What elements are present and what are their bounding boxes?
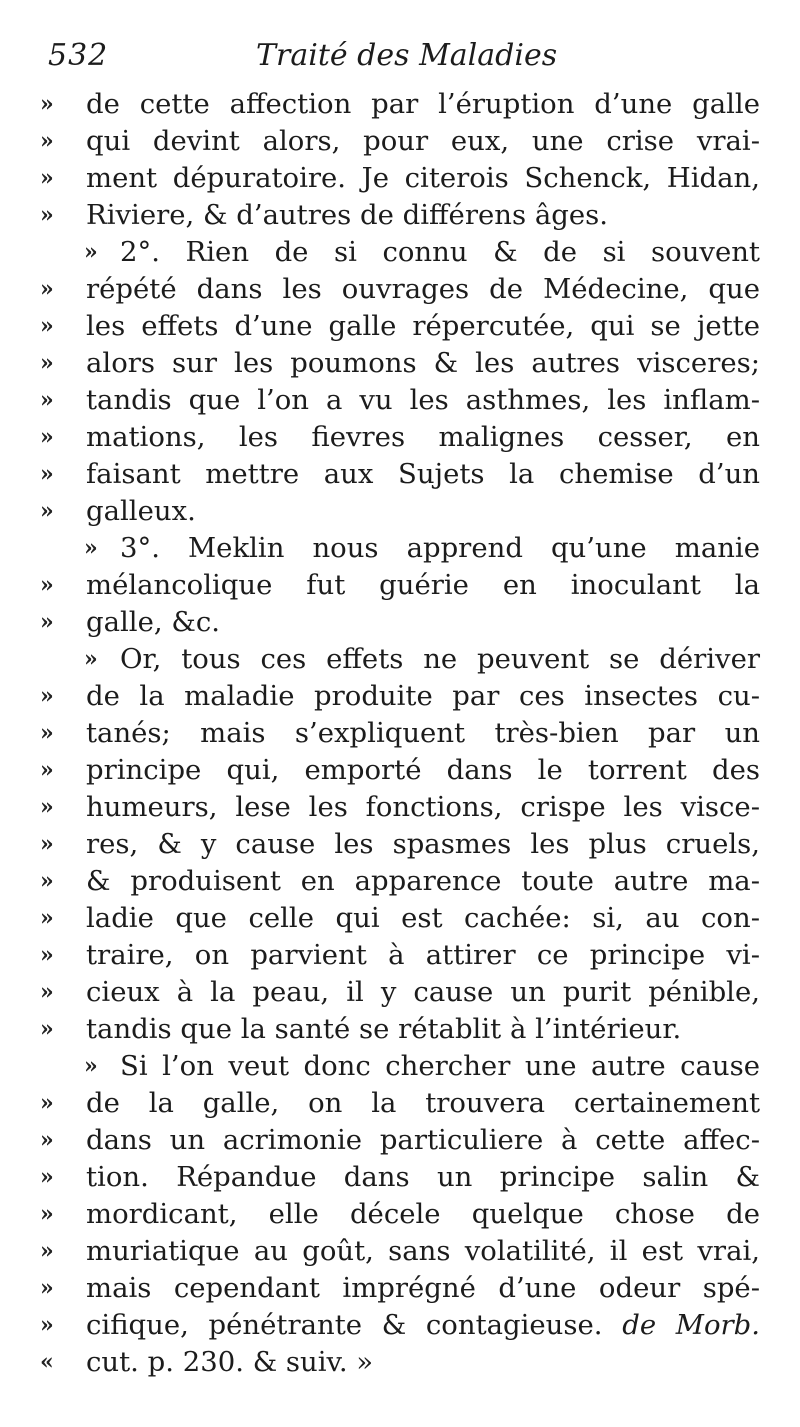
quote-mark: »: [40, 461, 54, 487]
line-text: mations, les fievres malignes cesser, en: [86, 421, 760, 453]
text-line: [40, 752, 760, 789]
text-line: [40, 1270, 760, 1307]
line-text: de la galle, on la trouvera certainement: [86, 1087, 760, 1119]
quote-mark: »: [40, 942, 54, 968]
quote-mark: »: [40, 313, 54, 339]
text-line: [40, 86, 760, 123]
body-text: [40, 86, 760, 1381]
line-text: galle, &c.: [86, 606, 220, 638]
quote-mark: »: [84, 1053, 98, 1079]
text-line: [40, 1307, 760, 1344]
quote-mark: »: [40, 1164, 54, 1190]
running-title: Traité des Maladies: [256, 38, 558, 73]
text-line: [40, 715, 760, 752]
line-text: tanés; mais s’expliquent très-bien par un: [86, 717, 760, 749]
text-line: [40, 567, 760, 604]
page-number: 532: [48, 38, 109, 73]
quote-mark: »: [40, 1312, 54, 1338]
quote-mark: »: [84, 239, 98, 265]
line-text: mélancolique fut guérie en inoculant la: [86, 569, 760, 601]
quote-mark: »: [40, 91, 54, 117]
line-text: tion. Répandue dans un principe salin &: [86, 1161, 760, 1193]
line-text: muriatique au goût, sans volatilité, il est vrai,: [86, 1235, 760, 1267]
text-line: [40, 641, 760, 678]
text-line: [40, 1122, 760, 1159]
quote-mark: »: [40, 720, 54, 746]
text-line: [40, 493, 760, 530]
quote-mark: »: [40, 387, 54, 413]
line-text: les effets d’une galle répercutée, qui se jette: [86, 310, 760, 342]
quote-mark: »: [40, 1275, 54, 1301]
quote-mark: »: [40, 350, 54, 376]
text-line: [40, 1344, 760, 1381]
quote-mark: »: [40, 128, 54, 154]
text-line: [40, 1159, 760, 1196]
quote-mark: »: [40, 1127, 54, 1153]
text-line: [40, 604, 760, 641]
line-text: traire, on parvient à attirer ce principe vi-: [86, 939, 760, 971]
text-line: [40, 530, 760, 567]
text-line: [40, 123, 760, 160]
line-text: humeurs, lese les fonctions, crispe les visce-: [86, 791, 760, 823]
line-text: Si l’on veut donc chercher une autre cause: [120, 1050, 760, 1082]
line-text: ment dépuratoire. Je citerois Schenck, Hidan,: [86, 162, 760, 194]
text-line: [40, 345, 760, 382]
quote-mark: »: [40, 202, 54, 228]
text-line: [40, 826, 760, 863]
line-text: & produisent en apparence toute autre ma-: [86, 865, 760, 897]
line-text: de la maladie produite par ces insectes cu-: [86, 680, 760, 712]
line-text: tandis que la santé se rétablit à l’intérieur.: [86, 1013, 682, 1045]
text-line: [40, 863, 760, 900]
text-line: [40, 419, 760, 456]
line-text: res, & y cause les spasmes les plus cruels,: [86, 828, 760, 860]
text-line: [40, 271, 760, 308]
text-line: [40, 1233, 760, 1270]
line-text: cut. p. 230. & suiv. »: [86, 1346, 374, 1378]
text-line: [40, 234, 760, 271]
line-text: cifique, pénétrante & contagieuse.: [86, 1309, 603, 1341]
line-text-with-citation: [86, 1307, 760, 1344]
quote-mark: »: [40, 276, 54, 302]
quote-mark: »: [40, 165, 54, 191]
line-text: qui devint alors, pour eux, une crise vrai-: [86, 125, 760, 157]
text-line: [40, 160, 760, 197]
citation-italic: de Morb.: [622, 1309, 760, 1341]
line-text: ladie que celle qui est cachée: si, au con-: [86, 902, 760, 934]
line-text: tandis que l’on a vu les asthmes, les inflam-: [86, 384, 760, 416]
quote-mark: »: [84, 646, 98, 672]
page-header: [48, 38, 788, 84]
text-line: [40, 1196, 760, 1233]
line-text: Or, tous ces effets ne peuvent se dériver: [120, 643, 760, 675]
quote-mark: »: [40, 1090, 54, 1116]
text-line: [40, 937, 760, 974]
quote-mark: »: [40, 498, 54, 524]
line-text: principe qui, emporté dans le torrent des: [86, 754, 760, 786]
quote-mark: »: [40, 1201, 54, 1227]
quote-mark: »: [40, 831, 54, 857]
text-line: [40, 1085, 760, 1122]
line-text: mordicant, elle décele quelque chose de: [86, 1198, 760, 1230]
line-text: Riviere, & d’autres de différens âges.: [86, 199, 608, 231]
quote-mark: »: [40, 757, 54, 783]
text-line: [40, 456, 760, 493]
text-line: [40, 789, 760, 826]
quote-mark: »: [40, 979, 54, 1005]
quote-mark: »: [40, 1238, 54, 1264]
line-text: mais cependant imprégné d’une odeur spé-: [86, 1272, 760, 1304]
quote-mark: »: [40, 683, 54, 709]
quote-mark: »: [40, 868, 54, 894]
quote-mark: »: [40, 424, 54, 450]
line-text: de cette affection par l’éruption d’une galle: [86, 88, 760, 120]
quote-mark: »: [40, 905, 54, 931]
text-line: [40, 974, 760, 1011]
line-text: répété dans les ouvrages de Médecine, que: [86, 273, 760, 305]
line-text: 3°. Meklin nous apprend qu’une manie: [120, 532, 760, 564]
quote-mark: »: [40, 794, 54, 820]
text-line: [40, 1011, 760, 1048]
line-text: faisant mettre aux Sujets la chemise d’un: [86, 458, 760, 490]
quote-mark: »: [40, 1016, 54, 1042]
text-line: [40, 900, 760, 937]
line-text: galleux.: [86, 495, 196, 527]
text-line: [40, 382, 760, 419]
line-text: alors sur les poumons & les autres visceres;: [86, 347, 760, 379]
text-line: [40, 678, 760, 715]
line-text: dans un acrimonie particuliere à cette affec-: [86, 1124, 760, 1156]
quote-mark: »: [40, 609, 54, 635]
text-line: [40, 1048, 760, 1085]
line-text: 2°. Rien de si connu & de si souvent: [120, 236, 760, 268]
quote-mark: »: [84, 535, 98, 561]
line-text: cieux à la peau, il y cause un purit pénible,: [86, 976, 760, 1008]
text-line: [40, 197, 760, 234]
quote-mark: «: [40, 1349, 54, 1375]
text-line: [40, 308, 760, 345]
quote-mark: »: [40, 572, 54, 598]
